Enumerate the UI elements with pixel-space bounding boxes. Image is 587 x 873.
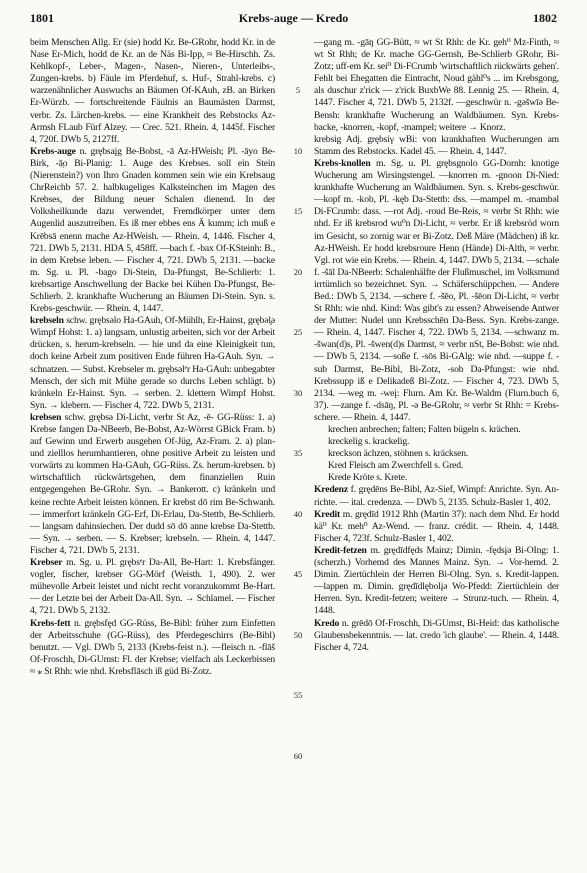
entry-body: schw. grębsə Di-Licht, verbr St Az, -ē- GG-Rüss: 1. a) Krebse fangen Da-NBeerb, Be-Bobst, Az-Wörrst GBick Fram. b) auf Gewinn und Erwerb ausgehen Of-Jüg, Az-Fram. 2. a) plan- und zielllos herumhantieren, ohne positive Arbeit zu leisten und vorwärts zu kommen Ha-GAuh, GG-Rüss. Zs. herum-krebsen. b) wirtschaftlich rückwärtsgehen, dem finanziellen Ruin entgegengehen Be-GRohr. Syn. → Bankerott. c) kränkeln und keine rechte Arbeit leisten können. Er krebst dō rim Be-Schwanh. — immerfort kränkeln GG-Erf, Di-Erlau, Da-Stettb, Be-Schlierb. — langsam dahinsiechen. Der dudd sō dō anne krebse Da-Stettb. — Syn. → serben. — S. Krebser; krebseln. — Rhein. 4, 1447. Fischer 4, 721. DWb 5, 2131. bbox=[30, 411, 275, 556]
dictionary-entry bbox=[314, 158, 559, 424]
entry-body: kreckson ächzen, stöhnen s. kräcksen. bbox=[328, 448, 469, 460]
entry-body: schw. grębsəlo Ha-GAuh, Of-Mühlh, Er-Hainst, grębəl̥ə Wimpf Hohst: 1. a) langsam, unlustig arbeiten, sich vor der Arbeit drücken, s. herum-krebseln. — hie und da eine Kleinigkeit tun, doch keine Arbeit zum positiven Ende führen Ha-GAuh. Syn. → schnatzen. — Subst. Krebseler m. grębsəlᵉr Ha-GAuh: unbegabter Mensch, der sich mit Mühe gerade so durchs Leben schlägt. b) kränkeln Er-Hainst. Syn. → serben. 2. klettern Wimpf Hohst. Syn. → klebern. — Fischer 4, 722. DWb 5, 2131. bbox=[30, 315, 275, 411]
dictionary-entry bbox=[314, 509, 559, 545]
line-number: 55 bbox=[293, 690, 303, 701]
entry-body: n. grębsaįg Be-Bobst, -ā Az-HWeish; Pl. -āyo Be-Birk, -ā̤o Bi-Planig: 1. Auge des Krebses. soll ein Stein (Nierenstein?) von Ihro Gnaden kommen sein wie ein Krebsaug ChrReichb 57. 2. halbkugeliges Kalksteinchen im Magen des Krebses, der Bildung neuer Schalen dienend. In der Volksheilkunde dazu verwendet, Fremdkörper unter dem Augenlid auszutreiben. Es iß mer ebbes ens Ä kumm; ich muß e Krēbsā enenn mache Az-HWeish. — Rhein. 4, 1446. Fischer 4, 721. DWb 5, 2131. HDA 5, 458ff. —bach f. -bax Of-KSteinh: B., in dem Krebse leben. — Fischer 4, 721. DWb 5, 2131. —backe m. Sg. u. Pl. -bago Di-Stein, Da-Pfungst, Be-Schlierb: 1. krebsartige Anschwellung der Backe bei Kühen Da-Pfungst, Be-Schlierb. 2. krankhafte Wucherung an Bäumen Di-Stein. Syn. s. Krebs-geschwür. — Rhein. 4, 1447. bbox=[30, 145, 275, 315]
line-number: 10 bbox=[293, 145, 303, 156]
entry-headword: Kredenz bbox=[314, 484, 348, 496]
entry-body: krebsig Adj. grębsiγ wBi: von krankhaften Wucherungen am Stamm des Rebstocks. Kadel 45. — Rhein. 4, 1447. bbox=[314, 133, 559, 157]
right-column bbox=[314, 37, 559, 654]
dictionary-entry bbox=[314, 484, 559, 508]
entry-headword: krebsen bbox=[30, 411, 62, 423]
dictionary-entry bbox=[30, 557, 275, 617]
entry-headword: Krebs-fett bbox=[30, 617, 71, 629]
dictionary-entry bbox=[314, 448, 559, 460]
dictionary-entry bbox=[30, 618, 275, 678]
entry-headword: Krebser bbox=[30, 557, 63, 569]
dictionary-entry bbox=[30, 37, 275, 146]
line-number: 20 bbox=[293, 266, 303, 277]
entry-headword: krebseln bbox=[30, 315, 64, 327]
entry-body: beim Menschen Allg. Er (sie) hodd Kr. Be-GRohr, hodd Kr. in de Nase Er-Mich, hodd de Kr. an de Näs Bi-Ipp, ≈ Be-Hirschh. Zs. Kehlkopf-, Leber-, Magen-, Nasen-, Nieren-, Unterleibs-, Zungen-krebs. b) Fäule im Pferdehuf, s. Huf-, Strahl-krebs. c) warzenähnlicher Auswuchs an Bäumen Of-KAuh, zB. an Birken Er-Würzb. — fortschreitende Fäulnis an Baumästen Darmst, verbr. Zs. Lärchen-krebs. — eine Krankheit des Rebstocks Az-Armsh FLaub Fürf Alzey. — Crec. 521. Rhein. 4, 1445f. Fischer 4, 720f. DWb 5, 2127ff. bbox=[30, 37, 275, 145]
entry-headword: Kredit-fetzen bbox=[314, 544, 367, 556]
line-number: 35 bbox=[293, 448, 303, 459]
entry-body: kreckelig s. krackelig. bbox=[328, 436, 410, 448]
line-number: 5 bbox=[295, 85, 301, 96]
line-number: 40 bbox=[293, 508, 303, 519]
page-number-right: 1802 bbox=[533, 11, 557, 25]
running-head: Krebs-auge — Kredo bbox=[238, 11, 349, 25]
line-number: 30 bbox=[293, 387, 303, 398]
dictionary-entry bbox=[314, 424, 559, 436]
dictionary-entry bbox=[314, 545, 559, 618]
dictionary-entry bbox=[30, 412, 275, 557]
dictionary-entry bbox=[314, 460, 559, 472]
entry-body: —gang m. -gāŋ GG-Bütt, ≈ wt St Rhh: de Kr. geh⁰ Mz-Finth, ≈ wt St Rhh; de Kr. mache GG-Gernsh, Be-Schlierb GRohr, Bi-Zotz; uff-em Kr. sei⁰ Di-FCrumb 'wirtschaftlich rückwärts gehen'. Fehlt bei Ehegatten die Eintracht, Noud gähl⁰s ... im Krebsgong, als duschur z'rick — z'rick BuxbWe 88. Lennig 25. — Rhein. 4, 1447. Fischer 4, 721. DWb 5, 2132f. —geschwür n. -gəšwīə Be-Bensh: krankhafte Wucherung an Waldbäumen. Syn. Krebs-backe, -knorren, -kopf, -mampel; weitere → Knorz. bbox=[314, 37, 559, 133]
entry-body: Kred Fleisch am Zwerchfell s. Gred. bbox=[328, 460, 464, 472]
entry-body: Krede Kröte s. Krete. bbox=[328, 472, 408, 484]
dictionary-entry bbox=[314, 618, 559, 654]
entry-body: m. Sg. u. Pl. grębsgnolo GG-Dornh: knotige Wucherung am Wirsingstengel. —knorren m. -gnoon Di-Nied: krankhafte Wucherung an Waldbäumen. Syn. s. Krebs-geschwür. —kopf m. -kob, Pl. -kęb Da-Stettb: dss. —mampel m. -mambəl Di-FCrumb: dass. —rot Adj. -roud Be-Reis, ≈ verbr St Rhh: wie nhd. Er iß krebsrod wu⁰n Di-Licht, ≈ verbr. Er iß krebsröd worn im Gesicht, so zornig war er Bi-Zotz. Deß Märe (Mädchen) iß kr. Az-HWeish. Er hodd krebsroure Henn (Hände) Di-Alth, ≈ verbr. Vgl. rot wie ein Krebs. — Rhein. 4, 1447. DWb 5, 2134. —schale f. -šāl Da-NBeerb: Schalenhälfte der Flußmuschel, im Volksmund irrtümlich so bezeichnet. Syn. → Schäferschüppchen. — Andere Bed.: DWb 5, 2134. —schere f. -šēo, Pl. -šēon Di-Licht, ≈ verbr St Rhh: wie nhd. Kind: Was gibt's zu essen? Abweisende Antwer der Mutter: Nudel unn Krebsschēn Da-Bess. Syn. Krebs-zange. — Rhein. 4, 1447. Fischer 4, 722. DWb 5, 2134. —schwanz m. -šwan(d)s, Pl. -šwen(d)s Darmst, ≈ verbr nSt, Be-Bobst: wie nhd. — DWb 5, 2134. —soße f. -sōs Bi-GAlg: wie nhd. —suppe f. -sub Darmst, Be-Bibl, Bi-Zotz, -sob Da-Pfungst: wie nhd. Krebssupp iß e Delikadeß Bi-Zotz. — Fischer 4, 723. DWb 5, 2134. —weg m. -weį: Flurn. Am Kr. Be-Waldm (Flurn.buch 6, 37). —zange f. -dsāŋ, Pl. -ə Be-GRohr, ≈ verbr St Rhh: = Krebs-schere. — Rhein. 4, 1447. bbox=[314, 157, 560, 423]
page-number-left: 1801 bbox=[30, 11, 54, 25]
dictionary-entry bbox=[30, 315, 275, 412]
left-column bbox=[30, 37, 275, 678]
entry-body: m. grędīdfęds Mainz; Dimin. -fędsįə Bi-OIng: 1. (scherzh.) Vorhemd des Mannes Mainz. Syn. → Vor-hemd. 2. Dimin. Ziertüchlein der Herren Bi-OIng. Syn. s. Kredit-lappen. —lappen m. Dimin. grędīdlębolįə Wo-Pfedd: Ziertüchlein der Herren. Syn. Kredit-fetzen; weitere → Strunz-tuch. — Rhein. 4, 1448. bbox=[314, 544, 559, 617]
entry-body: krechen anbrechen; falten; Falten bügeln s. krächen. bbox=[328, 424, 521, 435]
entry-body: m. Sg. u. Pl. grębsᵉr Da-All, Be-Hart: 1. Krebsfänger. vogler, fischer, krebser GG-Mörf (Weisth. 1, 490). 2. wer mühevolle Arbeit leistet und nicht recht voranzukommt Be-Hart. — der Letzte bei der Arbeit Da-All. Syn. → Schlamel. — Fischer 4, 721. DWb 5, 2132. bbox=[30, 557, 276, 617]
entry-body: m. grędīd 1912 Rhh (Martin 37): nach dem Nhd. Er hodd kä⁰ Kr. meh⁰ Az-Wend. — franz. crédit. — Rhein. 4, 1448. Fischer 4, 723f. Schulz-Basler 1, 402. bbox=[314, 508, 560, 544]
dictionary-entry bbox=[314, 134, 559, 158]
dictionary-entry bbox=[30, 146, 275, 315]
line-number: 45 bbox=[293, 569, 303, 580]
entry-headword: Kredit bbox=[314, 508, 341, 520]
dictionary-entry bbox=[314, 436, 559, 448]
entry-headword: Kredo bbox=[314, 617, 340, 629]
entry-body: n. grēdō Of-Froschh, Di-GUmst, Bi-Heid: das katholische Glaubensbekenntnis. — lat. credo 'ich glaube'. — Rhein. 4, 1448. Fischer 4, 724. bbox=[314, 617, 559, 653]
entry-body: f. grędēns Be-Bibl, Az-Sief, Wimpf: Anrichte. Syn. An-richte. — ital. credenza. — DWb 5, 2135. Schulz-Basler 1, 402. bbox=[314, 484, 559, 508]
line-number: 60 bbox=[293, 750, 303, 761]
line-number: 25 bbox=[293, 327, 303, 338]
dictionary-entry bbox=[314, 472, 559, 484]
dictionary-entry bbox=[314, 37, 559, 134]
entry-headword: Krebs-knollen bbox=[314, 157, 371, 169]
entry-body: n. grębsfęd GG-Rüss, Be-Bibl: früher zum Einfetten der Arbeitsschuhe (GG-Rüss), des Pferdegeschirrs (Be-Bibl) benutzt. — Vgl. DWb 5, 2133 (Krebs-feist n.). —fleisch n. -flāš Of-Froschh, Di-GUmst: Fl. der Krebse; vielfach als Leckerbissen ≈ ⁎ St Rhh: wie nhd. Krebsflāsch iß güd Bi-Zotz. bbox=[30, 617, 276, 677]
line-number: 15 bbox=[293, 206, 303, 217]
entry-headword: Krebs-auge bbox=[30, 145, 76, 157]
line-number: 50 bbox=[293, 629, 303, 640]
